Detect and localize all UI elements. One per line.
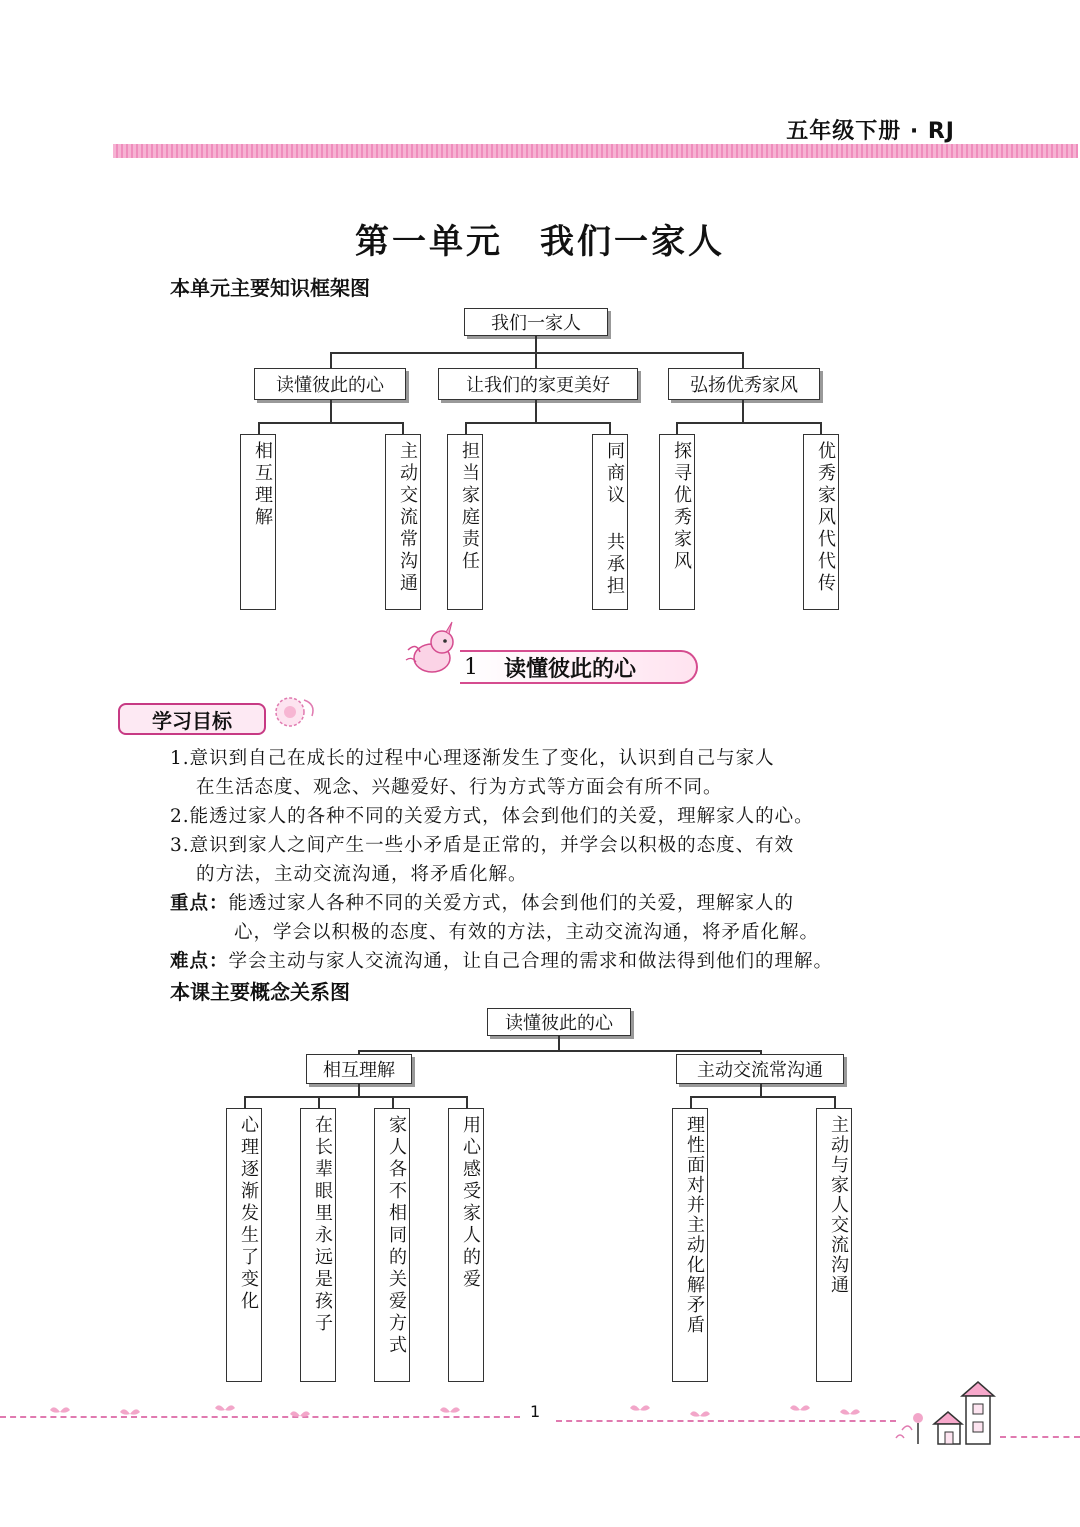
framework-branch-3: 弘扬优秀家风 bbox=[668, 368, 820, 400]
connector bbox=[258, 422, 404, 424]
flower-decoration-icon bbox=[268, 690, 320, 734]
framework-leaf: 探寻优秀家风 bbox=[659, 434, 695, 610]
goal-item-1 bbox=[170, 744, 970, 802]
concept-leaf: 在长辈眼里永远是孩子 bbox=[300, 1108, 336, 1382]
connector bbox=[690, 1096, 836, 1098]
footer-sprouts-icon bbox=[40, 1396, 920, 1426]
key-point-text: 心，学会以积极的态度、有效的方法，主动交流沟通，将矛盾化解。 bbox=[234, 922, 820, 943]
framework-leaf: 担当家庭责任 bbox=[447, 434, 483, 610]
connector bbox=[465, 422, 611, 424]
framework-leaf: 主动交流常沟通 bbox=[385, 434, 421, 610]
goal-line: 1.意识到自己在成长的过程中心理逐渐发生了变化，认识到自己与家人 bbox=[170, 748, 775, 769]
connector bbox=[358, 1050, 762, 1052]
lesson-number: 1 bbox=[464, 654, 478, 680]
framework-heading: 本单元主要知识框架图 bbox=[170, 276, 370, 300]
framework-branch-2: 让我们的家更美好 bbox=[438, 368, 638, 400]
concept-branch-2: 主动交流常沟通 bbox=[676, 1054, 844, 1084]
footer-dashed-line bbox=[1000, 1436, 1080, 1438]
concept-leaf: 主动与家人交流沟通 bbox=[816, 1108, 852, 1382]
concept-leaf: 心理逐渐发生了变化 bbox=[226, 1108, 262, 1382]
framework-leaf: 同商议 共承担 bbox=[592, 434, 628, 610]
goal-item-2 bbox=[170, 802, 970, 831]
lesson-title: 读懂彼此的心 bbox=[504, 656, 637, 682]
framework-root: 我们一家人 bbox=[464, 308, 608, 336]
book-grade-label: 五年级下册 · RJ bbox=[786, 119, 955, 144]
concept-root: 读懂彼此的心 bbox=[487, 1008, 631, 1036]
connector bbox=[676, 422, 822, 424]
key-point bbox=[170, 889, 970, 918]
concept-leaf: 用心感受家人的爱 bbox=[448, 1108, 484, 1382]
connector bbox=[535, 400, 537, 424]
lesson-banner bbox=[460, 650, 698, 684]
page-number: 1 bbox=[530, 1402, 541, 1421]
key-point-text: 能透过家人各种不同的关爱方式，体会到他们的关爱，理解家人的 bbox=[228, 893, 795, 914]
key-point-label: 重点： bbox=[170, 893, 229, 914]
learning-goals-tag: 学习目标 bbox=[118, 703, 266, 735]
difficult-point-label: 难点： bbox=[170, 951, 229, 972]
concept-leaf: 家人各不相同的关爱方式 bbox=[374, 1108, 410, 1382]
concept-map-heading: 本课主要概念关系图 bbox=[170, 980, 350, 1004]
connector bbox=[244, 1096, 468, 1098]
concept-leaf: 理性面对并主动化解矛盾 bbox=[672, 1108, 708, 1382]
concept-branch-1: 相互理解 bbox=[306, 1054, 412, 1084]
connector bbox=[742, 400, 744, 424]
header-stripe bbox=[113, 144, 1078, 158]
house-decoration-icon bbox=[892, 1378, 1002, 1448]
framework-leaf: 相互理解 bbox=[240, 434, 276, 610]
goal-line: 在生活态度、观念、兴趣爱好、行为方式等方面会有所不同。 bbox=[196, 777, 723, 798]
unicorn-mascot-icon bbox=[402, 620, 466, 682]
framework-leaf: 优秀家风代代传 bbox=[803, 434, 839, 610]
difficult-point-text: 学会主动与家人交流沟通，让自己合理的需求和做法得到他们的理解。 bbox=[228, 951, 834, 972]
goal-item-3 bbox=[170, 831, 970, 889]
connector bbox=[330, 400, 332, 424]
goals-list bbox=[170, 744, 970, 976]
goal-line: 3.意识到家人之间产生一些小矛盾是正常的，并学会以积极的态度、有效 bbox=[170, 835, 795, 856]
framework-branch-1: 读懂彼此的心 bbox=[254, 368, 406, 400]
goal-line: 2.能透过家人的各种不同的关爱方式，体会到他们的关爱，理解家人的心。 bbox=[170, 806, 814, 827]
connector bbox=[330, 352, 744, 354]
difficult-point bbox=[170, 947, 970, 976]
unit-title: 第一单元 我们一家人 bbox=[355, 222, 725, 262]
goal-line: 的方法，主动交流沟通，将矛盾化解。 bbox=[196, 864, 528, 885]
